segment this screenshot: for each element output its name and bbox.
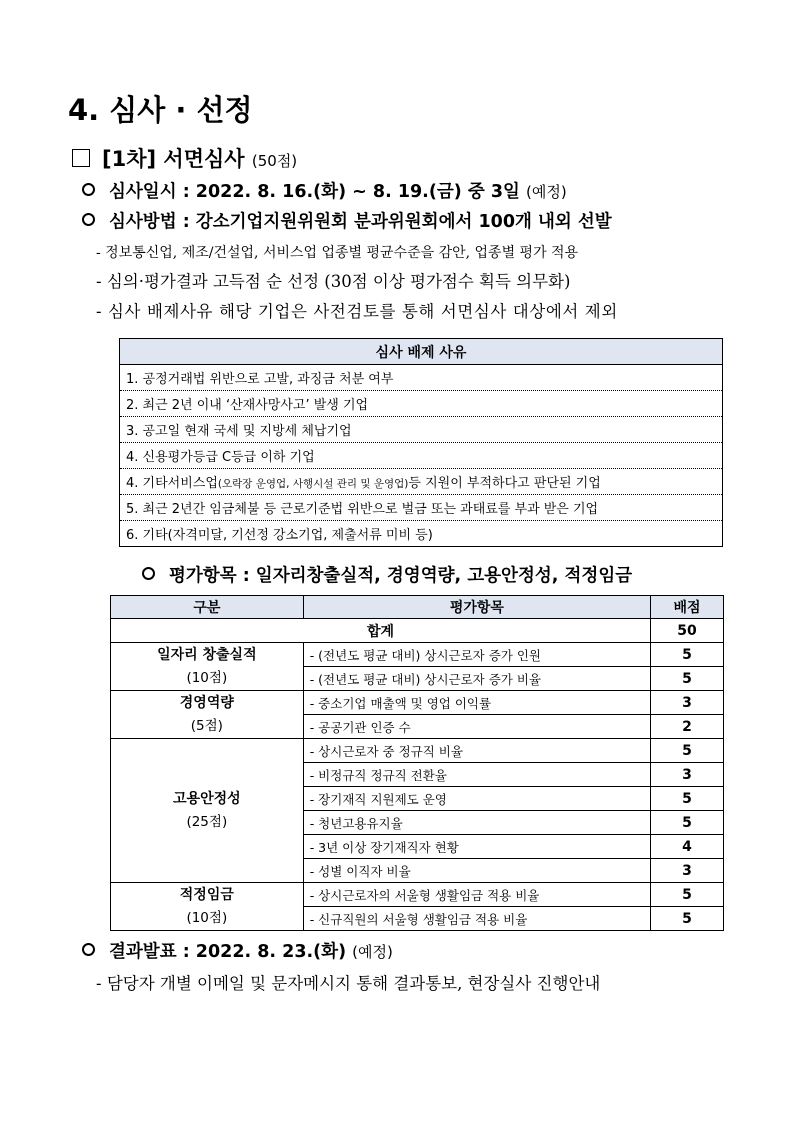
eval-category-name: 경영역량 [179,694,234,711]
eval-score: 5 [651,643,724,667]
round1-label: [1차] 서면심사 [102,147,245,171]
round1-points: (50점) [251,152,298,170]
eval-score: 2 [651,715,724,739]
eval-item: - 신규직원의 서울형 생활임금 적용 비율 [303,907,650,931]
exclusion-row: 3. 공고일 현재 국세 및 지방세 체납기업 [120,417,723,443]
exclusion-row [120,469,723,495]
eval-item: - (전년도 평균 대비) 상시근로자 증가 비율 [303,667,650,691]
eval-score: 5 [651,883,724,907]
eval-item: - 청년고용유지율 [303,811,650,835]
eval-score: 4 [651,835,724,859]
eval-category-points: (25점) [186,813,228,830]
eval-category-name: 일자리 창출실적 [157,646,257,663]
eval-item: - (전년도 평균 대비) 상시근로자 증가 인원 [303,643,650,667]
circle-bullet-icon [142,567,155,580]
exclusion-row: 6. 기타(자격미달, 기선정 강소기업, 제출서류 미비 등) [120,521,723,547]
eval-item: - 상시근로자 중 정규직 비율 [303,739,650,763]
exclusion-row: 1. 공정거래법 위반으로 고발, 과징금 처분 여부 [120,365,723,391]
round1-heading [72,143,297,173]
exclusion-row-suffix: 등 지원이 부적하다고 판단된 기업 [408,476,601,491]
eval-header-item: 평가항목 [303,596,650,619]
circle-bullet-icon [82,183,95,196]
eval-category [111,691,304,739]
exclusion-row: 2. 최근 2년 이내 ‘산재사망사고’ 발생 기업 [120,391,723,417]
schedule-note: (예정) [526,183,567,201]
result-line [82,938,393,963]
eval-score: 3 [651,763,724,787]
method-detail-1: - 정보통신업, 제조/건설업, 서비스업 업종별 평균수준을 감안, 업종별 평가 적용 [96,245,579,261]
circle-bullet-icon [82,943,95,956]
eval-category-name: 적정임금 [179,886,234,903]
eval-heading-text: 평가항목 : 일자리창출실적, 경영역량, 고용안정성, 적정임금 [169,566,633,586]
eval-score: 5 [651,907,724,931]
eval-category-name: 고용안정성 [173,790,241,807]
eval-item: - 중소기업 매출액 및 영업 이익률 [303,691,650,715]
eval-item: - 성별 이직자 비율 [303,859,650,883]
eval-item: - 장기재직 지원제도 운영 [303,787,650,811]
eval-category [111,643,304,691]
exclusion-row-small: (오락장 운영업, 사행시설 관리 및 운영업) [217,478,409,490]
eval-score: 3 [651,691,724,715]
method-detail-3: - 심사 배제사유 해당 기업은 사전검토를 통해 서면심사 대상에서 제외 [96,302,618,321]
eval-total-value: 50 [651,619,724,643]
result-note: (예정) [352,943,393,961]
schedule-text: 심사일시 : 2022. 8. 16.(화) ~ 8. 19.(금) 중 3일 [109,182,520,202]
eval-item: - 3년 이상 장기재직자 현황 [303,835,650,859]
exclusion-row: 5. 최근 2년간 임금체불 등 근로기준법 위반으로 벌금 또는 과태료를 부과 받은 기업 [120,495,723,521]
eval-header-category: 구분 [111,596,304,619]
eval-category [111,739,304,883]
eval-category [111,883,304,931]
section-title: 4. 심사 · 선정 [68,93,253,127]
exclusion-table [119,338,723,547]
eval-score: 5 [651,667,724,691]
eval-category-points: (5점) [190,717,223,734]
eval-header-score: 배점 [651,596,724,619]
eval-category-points: (10점) [186,669,228,686]
eval-heading [142,562,632,587]
method-text: 심사방법 : 강소기업지원위원회 분과위원회에서 100개 내외 선발 [109,212,612,232]
eval-item: - 상시근로자의 서울형 생활임금 적용 비율 [303,883,650,907]
schedule-line [82,178,567,203]
method-line [82,208,612,233]
eval-score: 3 [651,859,724,883]
result-detail: - 담당자 개별 이메일 및 문자메시지 통해 결과통보, 현장실사 진행안내 [96,974,601,993]
eval-item: - 공공기관 인증 수 [303,715,650,739]
eval-score: 5 [651,739,724,763]
eval-score: 5 [651,811,724,835]
exclusion-row: 4. 신용평가등급 C등급 이하 기업 [120,443,723,469]
eval-score: 5 [651,787,724,811]
evaluation-table [110,595,724,931]
exclusion-row-prefix: 4. 기타서비스업 [126,476,218,491]
eval-total-label: 합계 [111,619,651,643]
exclusion-header: 심사 배제 사유 [120,339,723,365]
eval-category-points: (10점) [186,909,228,926]
checkbox-square-icon [72,149,90,167]
method-detail-2: - 심의·평가결과 고득점 순 선정 (30점 이상 평가점수 획득 의무화) [96,272,571,291]
circle-bullet-icon [82,213,95,226]
eval-item: - 비정규직 정규직 전환율 [303,763,650,787]
result-text: 결과발표 : 2022. 8. 23.(화) [109,942,347,962]
